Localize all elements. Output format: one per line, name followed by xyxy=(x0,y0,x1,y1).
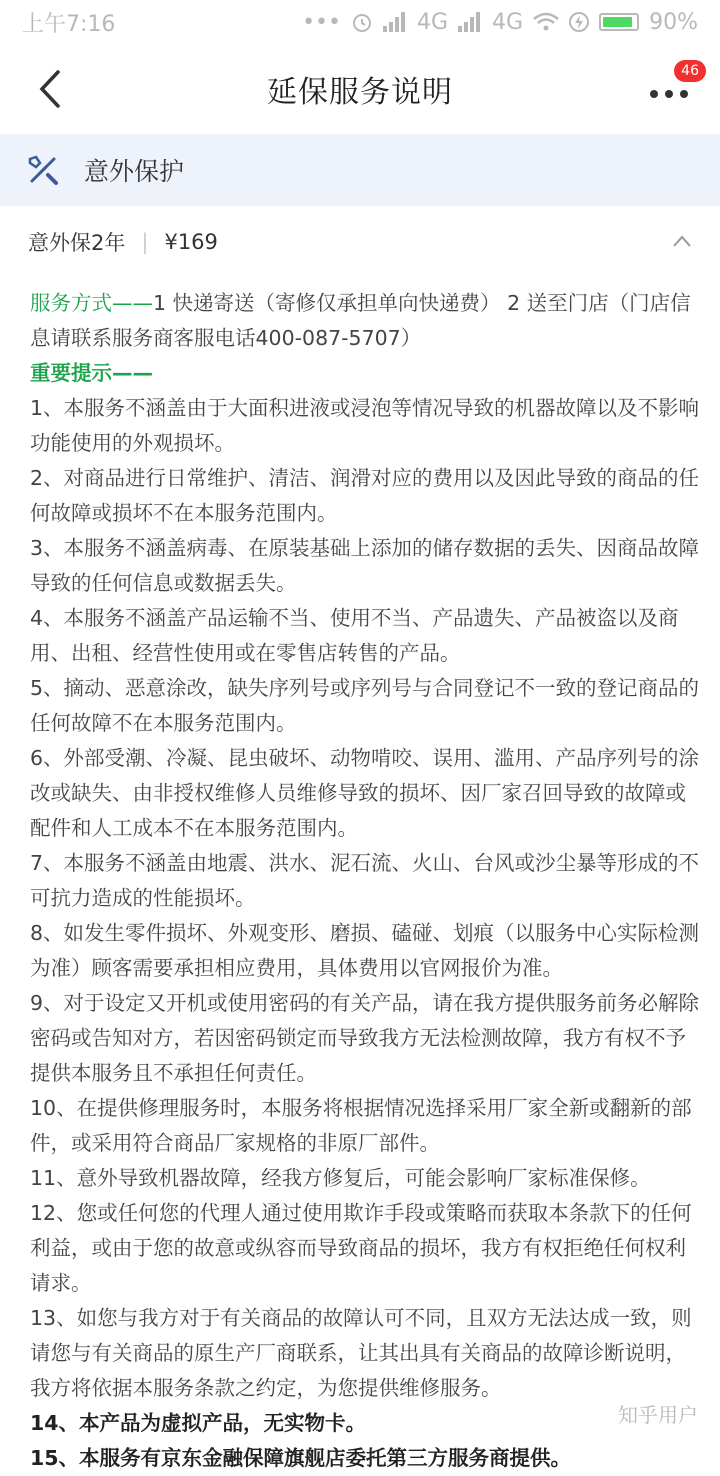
list-item: 6、外部受潮、冷凝、昆虫破坏、动物啃咬、误用、滥用、产品序列号的涂改或缺失、由非授权维修人员维修导致的损坏、因厂家召回导致的故障或配件和人工成本不在本服务范围内。 xyxy=(30,741,700,846)
list-item: 4、本服务不涵盖产品运输不当、使用不当、产品遗失、产品被盗以及商用、出租、经营性使用或在零售店转售的产品。 xyxy=(30,601,700,671)
list-item: 1、本服务不涵盖由于大面积进液或浸泡等情况导致的机器故障以及不影响功能使用的外观损坏。 xyxy=(30,391,700,461)
list-item-bold: 14、本产品为虚拟产品，无实物卡。 xyxy=(30,1406,700,1441)
product-name: 意外保2年 xyxy=(28,227,125,257)
service-method-label: 服务方式—— xyxy=(30,291,153,315)
list-item-bold: 15、本服务有京东金融保障旗舰店委托第三方服务商提供。 xyxy=(30,1441,700,1476)
battery-percent: 90% xyxy=(649,10,698,35)
list-item: 9、对于设定又开机或使用密码的有关产品，请在我方提供服务前务必解除密码或告知对方，若因密码锁定而导致我方无法检测故障，我方有权不予提供本服务且不承担任何责任。 xyxy=(30,986,700,1091)
list-item: 3、本服务不涵盖病毒、在原装基础上添加的储存数据的丢失、因商品故障导致的任何信息或数据丢失。 xyxy=(30,531,700,601)
page-title: 延保服务说明 xyxy=(267,67,453,111)
tools-icon xyxy=(26,153,60,187)
terms-content xyxy=(0,278,720,1476)
service-method xyxy=(30,286,700,356)
alarm-icon xyxy=(351,11,373,33)
notice-label: 重要提示—— xyxy=(30,356,700,391)
signal-icon-2 xyxy=(458,12,482,32)
product-price: ¥169 xyxy=(164,230,217,254)
wifi-icon xyxy=(533,12,559,32)
battery-icon xyxy=(599,13,639,31)
notification-badge: 46 xyxy=(674,60,706,82)
list-item: 12、您或任何您的代理人通过使用欺诈手段或策略而获取本条款下的任何利益，或由于您的故意或纵容而导致商品的损坏，我方有权拒绝任何权利请求。 xyxy=(30,1196,700,1301)
product-row[interactable] xyxy=(0,206,720,278)
status-icons xyxy=(302,10,698,35)
list-item: 2、对商品进行日常维护、清洁、润滑对应的费用以及因此导致的商品的任何故障或损坏不在本服务范围内。 xyxy=(30,461,700,531)
signal-icon xyxy=(383,12,407,32)
product-divider: | xyxy=(141,230,148,254)
list-item: 5、摘动、恶意涂改，缺失序列号或序列号与合同登记不一致的登记商品的任何故障不在本服务范围内。 xyxy=(30,671,700,741)
list-item: 10、在提供修理服务时，本服务将根据情况选择采用厂家全新或翻新的部件，或采用符合商品厂家规格的非原厂部件。 xyxy=(30,1091,700,1161)
watermark: 知乎用户 xyxy=(618,1399,698,1428)
list-item: 8、如发生零件损坏、外观变形、磨损、磕碰、划痕（以服务中心实际检测为准）顾客需要承担相应费用，具体费用以官网报价为准。 xyxy=(30,916,700,986)
service-method-text: 1 快递寄送（寄修仅承担单向快递费） 2 送至门店（门店信息请联系服务商客服电话400-087-5707） xyxy=(30,291,691,350)
battery-level xyxy=(603,17,632,27)
list-item: 7、本服务不涵盖由地震、洪水、泥石流、火山、台风或沙尘暴等形成的不可抗力造成的性能损坏。 xyxy=(30,846,700,916)
list-item: 13、如您与我方对于有关商品的故障认可不同，且双方无法达成一致，则请您与有关商品的原生产厂商联系，让其出具有关商品的故障诊断说明，我方将依据本服务条款之约定，为您提供维修服务。 xyxy=(30,1301,700,1406)
chevron-up-icon[interactable] xyxy=(672,234,692,248)
status-dots: ••• xyxy=(302,10,341,35)
charging-icon xyxy=(569,12,589,32)
list-item: 11、意外导致机器故障，经我方修复后，可能会影响厂家标准保修。 xyxy=(30,1161,700,1196)
section-header xyxy=(0,134,720,206)
network-type-1: 4G xyxy=(417,10,448,35)
network-type-2: 4G xyxy=(492,10,523,35)
nav-bar xyxy=(0,44,720,134)
section-title: 意外保护 xyxy=(84,152,184,188)
status-bar xyxy=(0,0,720,44)
status-time: 上午7:16 xyxy=(22,7,115,38)
back-arrow-icon[interactable] xyxy=(32,66,72,112)
